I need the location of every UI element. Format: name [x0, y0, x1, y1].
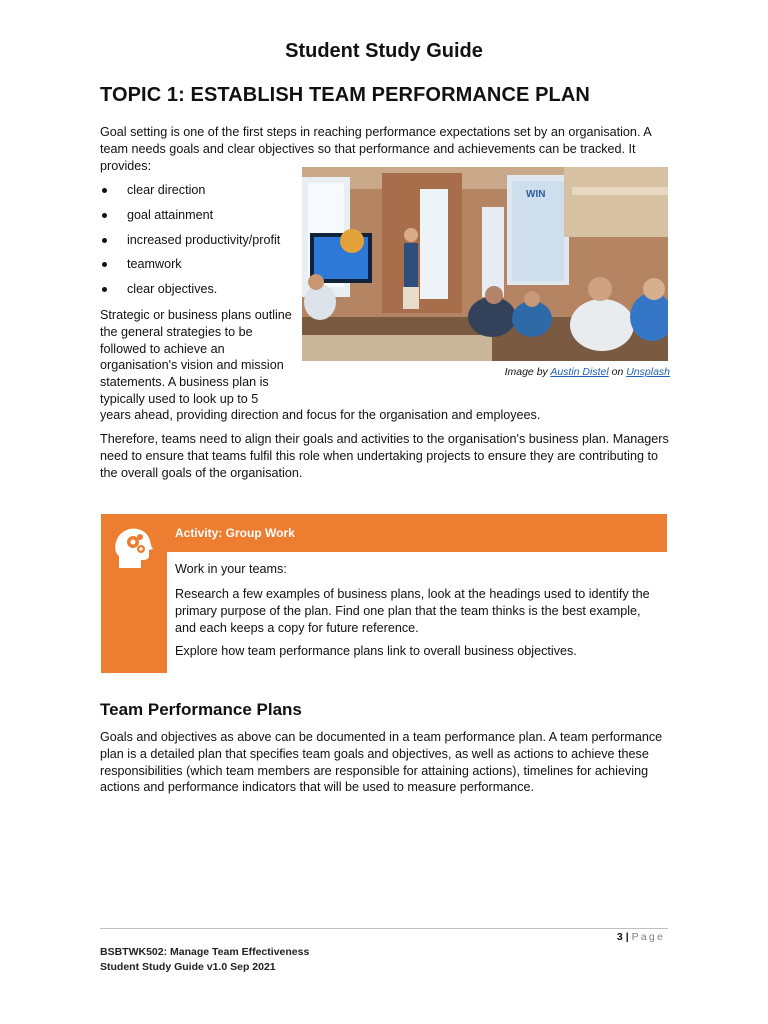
list-item: teamwork [100, 256, 280, 281]
activity-side-strip [101, 514, 167, 673]
page-label: Page [631, 931, 665, 943]
caption-prefix: Image by [504, 366, 548, 378]
head-gears-icon [113, 524, 155, 575]
footer-course: BSBTWK502: Manage Team Effectiveness [100, 946, 310, 958]
topic-heading: TOPIC 1: ESTABLISH TEAM PERFORMANCE PLAN [100, 84, 590, 106]
caption-mid: on [611, 366, 624, 378]
footer-divider [100, 928, 668, 929]
benefits-list [100, 182, 280, 306]
activity-paragraph: Work in your teams: [175, 562, 287, 576]
footer-text [100, 945, 309, 975]
list-item: increased productivity/profit [100, 232, 280, 257]
strategic-paragraph-end: years ahead, providing direction and focus for the organisation and employees. [100, 408, 541, 422]
strategic-paragraph: Strategic or business plans outline the general strategies to be followed to achieve an organisation's vision and mission statements. A business plan is typically used to look up to 5 [100, 308, 292, 406]
footer-version: Student Study Guide v1.0 Sep 2021 [100, 961, 276, 973]
intro-paragraph: Goal setting is one of the first steps in reaching performance expectations set by an organisation. A team needs goals and clear objectives so that performance and achievements can be tracked. It provides: [100, 125, 651, 173]
activity-box [101, 514, 667, 673]
list-item: clear direction [100, 182, 280, 207]
activity-paragraph: Explore how team performance plans link to overall business objectives. [175, 644, 577, 658]
screen-text: WIN [526, 189, 546, 200]
page-number-value: 3 [616, 931, 623, 943]
activity-paragraph: Research a few examples of business plans, look at the headings used to identify the primary purpose of the plan. Find one plan that the team thinks is the best example, and each keeps a copy for future reference. [175, 587, 650, 635]
image-caption [302, 366, 670, 378]
author-link[interactable]: Austin Distel [550, 366, 609, 378]
page-separator: | [625, 931, 629, 943]
list-item: clear objectives. [100, 281, 280, 306]
source-link[interactable]: Unsplash [626, 366, 670, 378]
document-title: Student Study Guide [285, 40, 483, 62]
team-meeting-illustration [302, 167, 668, 361]
team-plans-paragraph: Goals and objectives as above can be documented in a team performance plan. A team performance plan is a detailed plan that specifies team goals and objectives, as well as actions to achieve these responsibilities (which team members are responsible for attaining actions), timelines for achieving actions and performance indicators that will be used to measure performance. [100, 730, 663, 795]
page-number [617, 931, 665, 943]
therefore-paragraph: Therefore, teams need to align their goals and activities to the organisation's business plan. Managers need to ensure that teams fulfil this role when undertaking projects to ensure they are contributing to the overall goals of the organisation. [100, 432, 669, 480]
team-meeting-photo [302, 167, 668, 361]
section-heading: Team Performance Plans [100, 700, 302, 719]
activity-title: Activity: Group Work [167, 514, 667, 552]
list-item: goal attainment [100, 207, 280, 232]
